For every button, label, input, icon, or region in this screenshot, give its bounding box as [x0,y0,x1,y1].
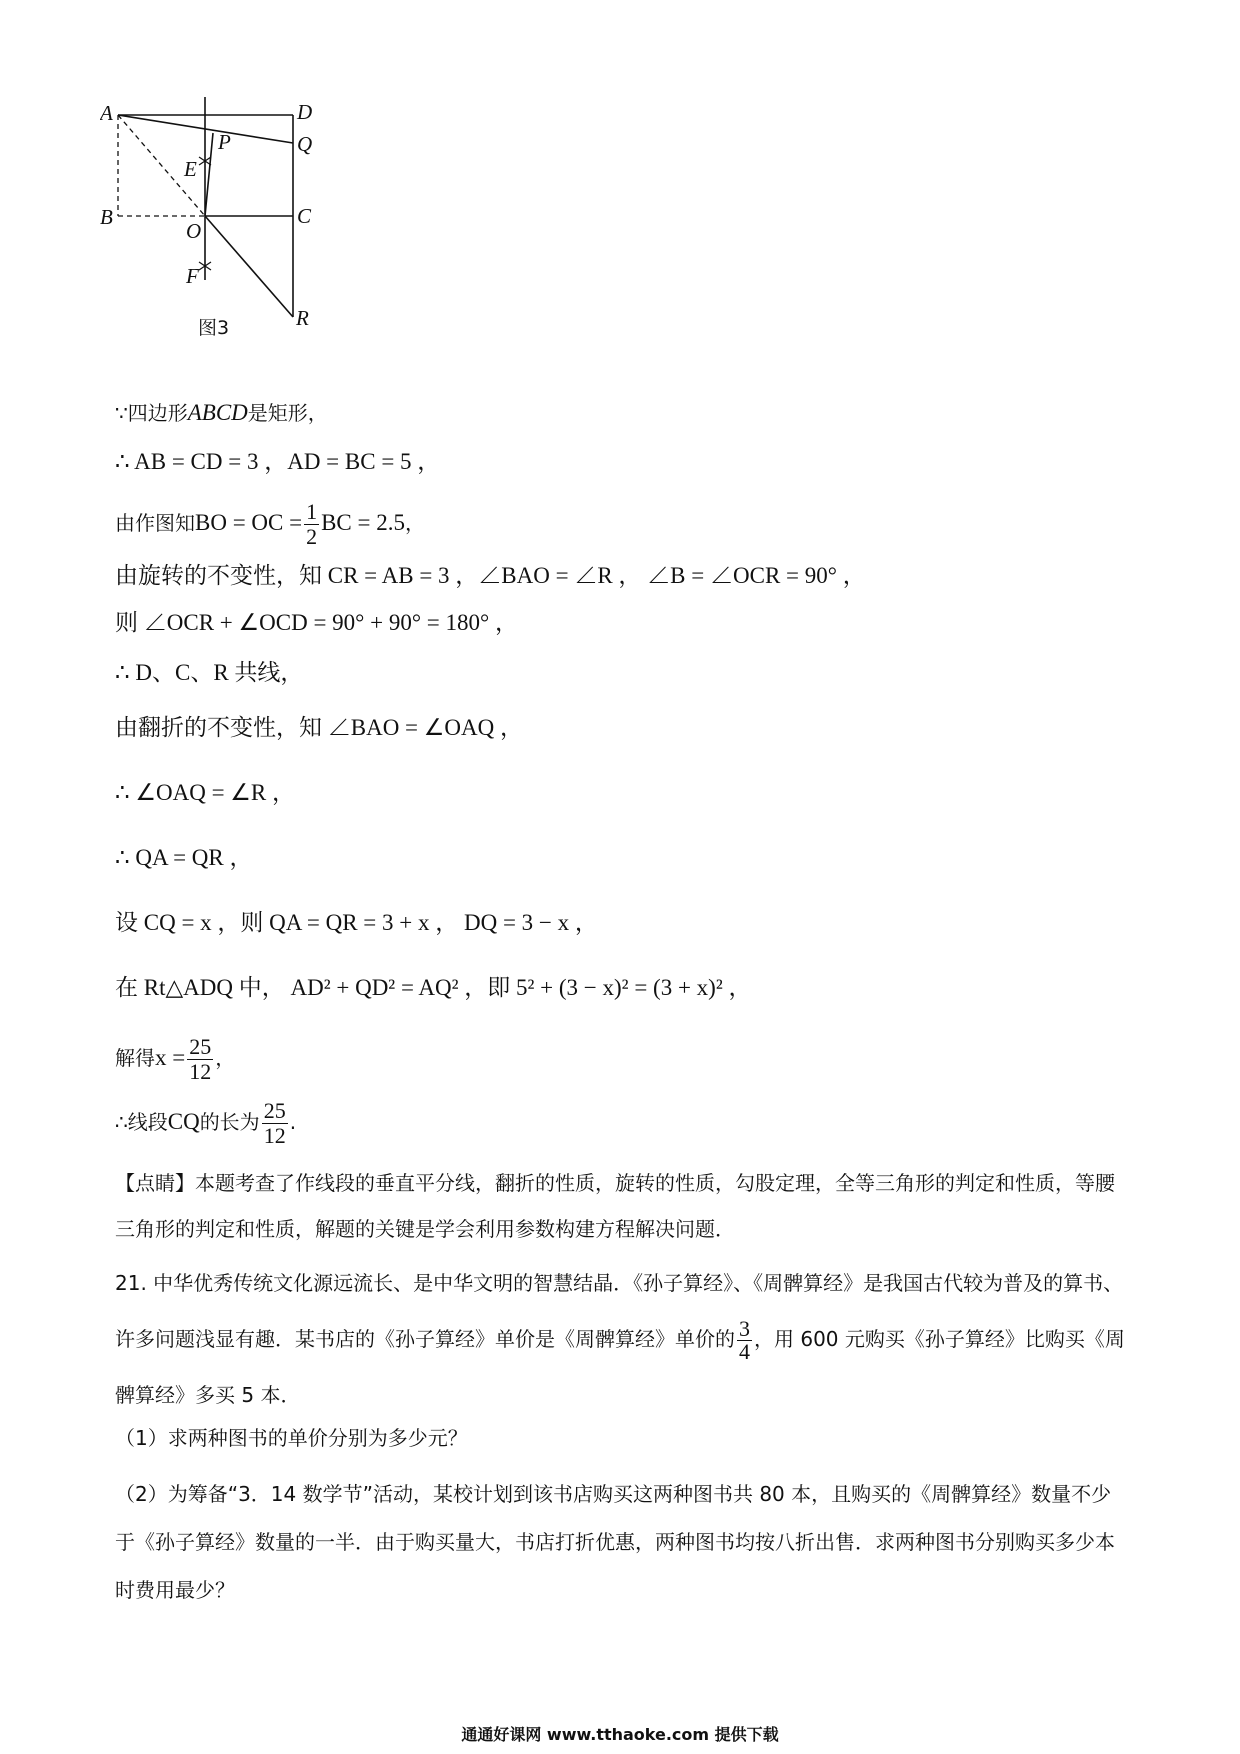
question-21-stem: 21. 中华优秀传统文化源远流长、是中华文明的智慧结晶．《孙子算经》、《周髀算经》是我国古代较为普及的算书、许多问题浅显有趣．某书店的《孙子算经》单价是《周髀算经》单价的 $\frac{3}{4}$ ，用 600 元购买《孙子算经》比购买《周髀算经》多买 5 本． [115,1271,1125,1407]
figure-caption: 图3 [198,317,230,339]
geometry-diagram [100,95,380,385]
label-f: F [186,264,199,288]
fraction-three-quarters: $\frac{3}{4}$ [739,1316,750,1364]
solution-line-7: 由翻折的不变性，知 ∠BAO = ∠OAQ ， [115,715,523,740]
solution-line-5: 则 ∠OCR + ∠OCD = 90° + 90° = 180° ， [115,610,518,635]
label-c: C [297,204,312,228]
fraction-one-half: $\frac{1}{2}$ [306,499,318,549]
solution-line-1: ∵四边形ABCD是矩形， [115,400,328,425]
solution-comment: 【点睛】本题考查了作线段的垂直平分线，翻折的性质，旋转的性质，勾股定理，全等三角形的判定和性质，等腰三角形的判定和性质，解题的关键是学会利用参数构建方程解决问题． [115,1171,1115,1241]
label-a: A [100,101,113,125]
question-21-part-2: （2）为筹备“3．14 数学节”活动，某校计划到该书店购买这两种图书共 80 本，且购买的《周髀算经》数量不少于《孙子算经》数量的一半．由于购买量大，书店打折优惠，两种图书均按八折出售．求两种图书分别购买多少本时费用最少？ [115,1482,1115,1602]
solution-line-10: 设 CQ = x ，则 QA = QR = 3 + x ， DQ = 3 − x ， [115,910,598,935]
label-r: R [296,306,309,330]
solution-line-9: ∴ QA = QR ， [115,845,253,870]
solution-line-11: 在 Rt△ADQ 中， AD² + QD² = AQ² ，即 5² + (3 − x)² = (3 + x)² ， [115,975,752,1000]
solution-line-13: ∴线段CQ的长为 $\frac{25}{12}$ . [115,1098,297,1148]
label-o: O [186,219,202,243]
solution-line-8: ∴ ∠OAQ = ∠R ， [115,780,296,805]
question-21-part-1: （1）求两种图书的单价分别为多少元？ [115,1426,468,1450]
solution-line-4: 由旋转的不变性，知 CR = AB = 3 ，∠BAO = ∠R ， ∠B = ∠OCR = 90° ， [115,563,866,588]
label-d: D [297,100,313,124]
solution-line-2: ∴ AB = CD = 3 ，AD = BC = 5 ， [115,449,441,474]
fraction-25-12: $\frac{25}{12}$ [189,1034,212,1084]
label-q: Q [297,132,313,156]
label-p: P [218,130,231,154]
fraction-25-12-answer: $\frac{25}{12}$ [263,1098,286,1148]
solution-line-3: 由作图知BO = OC = $\frac{1}{2}$ BC = 2.5， [115,499,425,549]
solution-line-12: 解得x = $\frac{25}{12}$ ， [115,1034,236,1084]
geometry-figure-3 [100,95,380,385]
label-b: B [100,205,113,229]
label-e: E [184,157,197,181]
solution-line-6: ∴ D、C、R 共线， [115,660,304,685]
page-footer: 通通好课网 www.tthaoke.com 提供下载 [461,1725,779,1744]
